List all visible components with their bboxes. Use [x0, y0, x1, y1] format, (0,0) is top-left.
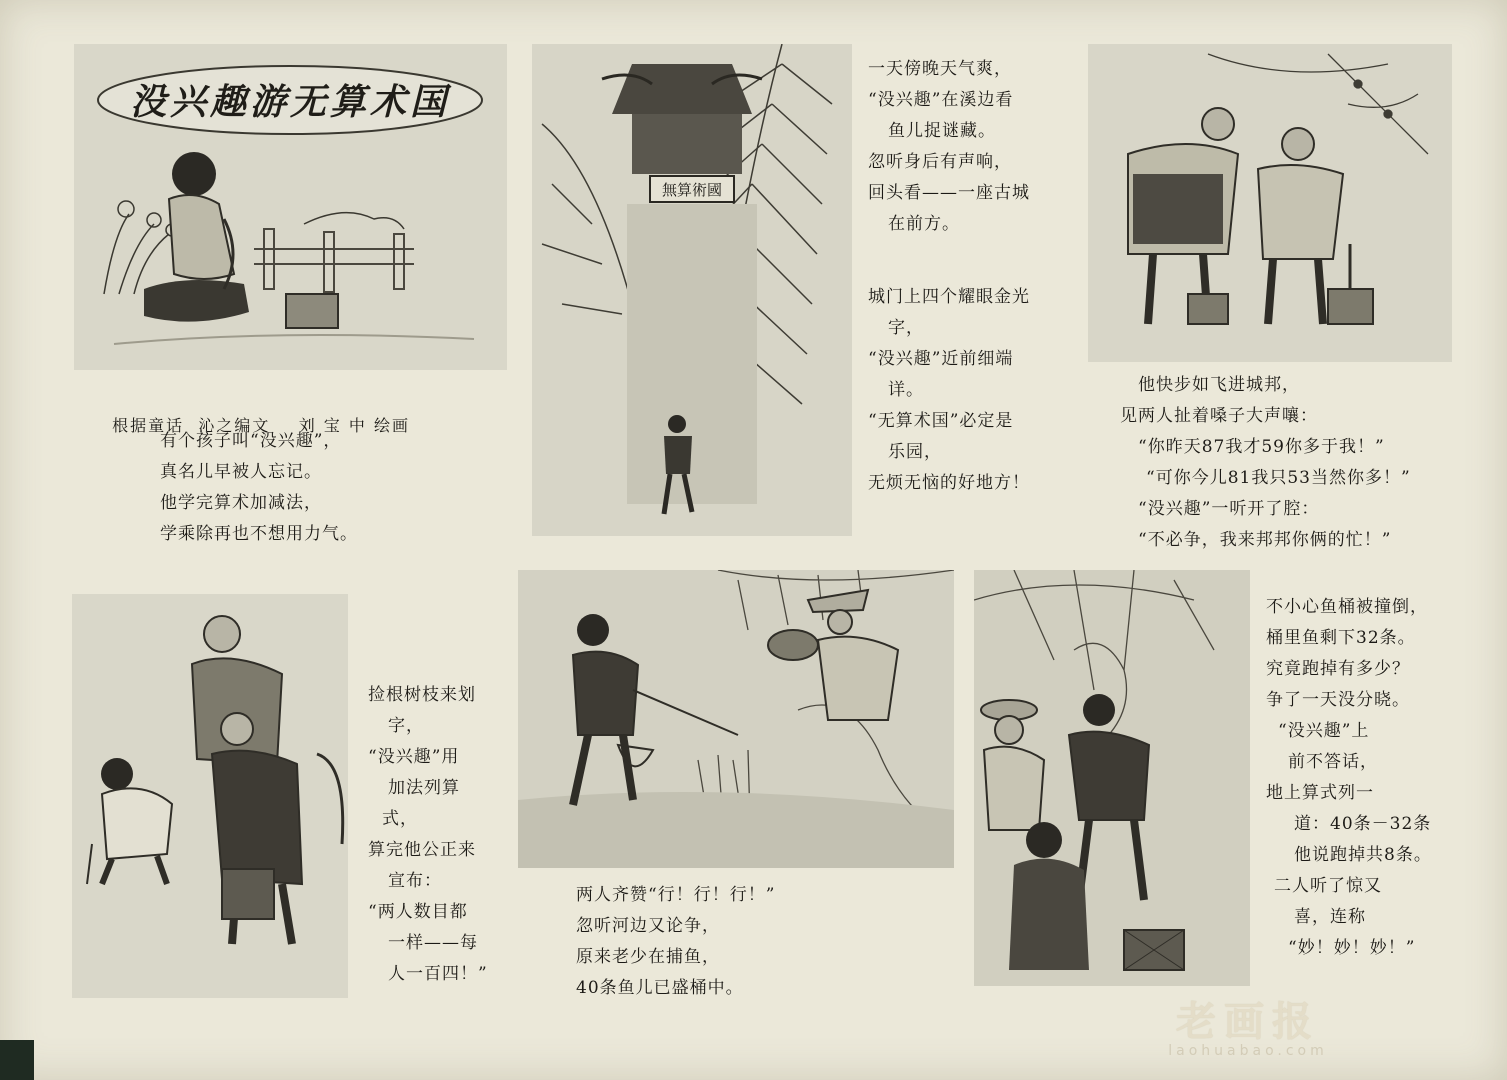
verse-line: 究竟跑掉有多少？ — [1266, 659, 1410, 679]
verse-line: 二人听了惊又 — [1274, 876, 1382, 896]
verse-line: 字， — [888, 318, 924, 338]
verse-line: 加法列算 — [388, 778, 460, 798]
verse-line: 式， — [382, 809, 418, 829]
verse-line: 真名儿早被人忘记。 — [160, 462, 322, 482]
verse-line: “妙！妙！妙！” — [1288, 938, 1416, 958]
verse-line: “没兴趣”用 — [368, 747, 460, 767]
verse-line: 算完他公正来 — [368, 840, 476, 860]
verse-line: 乐园， — [888, 442, 942, 462]
verse-line: 道：40条－32条 — [1294, 814, 1432, 834]
verse-line: 城门上四个耀眼金光 — [868, 287, 1030, 307]
verse-line: 争了一天没分晓。 — [1266, 690, 1410, 710]
verse-fishing — [576, 880, 775, 1004]
verse-line: 人一百四！” — [388, 964, 488, 984]
credit-role: 绘画 — [374, 416, 411, 435]
verse-intro — [160, 426, 358, 550]
verse-line: “没兴趣”近前细端 — [868, 349, 1014, 369]
verse-line: 见两人扯着嗓子大声嚷： — [1120, 406, 1318, 426]
verse-line: “没兴趣”上 — [1278, 721, 1370, 741]
verse-line: 前不答话， — [1288, 752, 1378, 772]
fish-bucket-drawing — [974, 570, 1250, 986]
verse-line: 宣布： — [388, 871, 442, 891]
credit-source: 根据童话 — [112, 416, 185, 435]
verse-line: 他快步如飞进城邦， — [1138, 375, 1300, 395]
verse-line: “没兴趣”在溪边看 — [868, 90, 1014, 110]
verse-line: 一样——每 — [388, 933, 478, 953]
verse-gate-a — [868, 54, 1030, 240]
city-gate-drawing — [532, 44, 852, 536]
fishing-drawing — [518, 570, 954, 868]
verse-line: 捡根树枝来划 — [368, 685, 476, 705]
binding-mark — [0, 1040, 34, 1080]
verse-line: 有个孩子叫“没兴趣”， — [160, 431, 342, 451]
verse-line: 40条鱼儿已盛桶中。 — [576, 978, 744, 998]
verse-line: 桶里鱼剩下32条。 — [1266, 628, 1416, 648]
verse-argument — [1120, 370, 1411, 556]
illustration-city-gate — [532, 44, 852, 536]
watermark-url: laohuabao.com — [1168, 1043, 1328, 1059]
illustration-two-men — [1088, 44, 1452, 362]
verse-line: 学乘除再也不想用力气。 — [160, 524, 358, 544]
verse-line: 原来老少在捕鱼， — [576, 947, 720, 967]
verse-writing — [368, 680, 488, 990]
verse-line: “无算术国”必定是 — [868, 411, 1014, 431]
verse-line: 字， — [388, 716, 424, 736]
verse-line: 无烦无恼的好地方！ — [868, 473, 1030, 493]
title-calligraphy: 没兴趣游无算术国 — [129, 81, 451, 123]
credit-adapter: 沁之编文 — [198, 416, 271, 435]
verse-bucket — [1266, 592, 1432, 964]
verse-line: 在前方。 — [888, 214, 960, 234]
illustration-boy-writing — [72, 594, 348, 998]
verse-line: 地上算式列一 — [1266, 783, 1374, 803]
watermark — [1128, 990, 1368, 1059]
verse-line: 不小心鱼桶被撞倒， — [1266, 597, 1428, 617]
verse-line: 鱼儿捉谜藏。 — [888, 121, 996, 141]
illustration-fishing — [518, 570, 954, 868]
verse-line: 两人齐赞“行！行！行！” — [576, 885, 776, 905]
verse-line: 忽听身后有声响， — [868, 152, 1012, 172]
verse-line: “两人数目都 — [368, 902, 468, 922]
verse-line: 喜，连称 — [1294, 907, 1366, 927]
verse-line: 忽听河边又论争， — [576, 916, 720, 936]
illustration-fish-bucket — [974, 570, 1250, 986]
verse-line: 一天傍晚天气爽， — [868, 59, 1012, 79]
verse-line: “不必争，我来邦邦你俩的忙！” — [1138, 530, 1392, 550]
illustration-title-boy — [74, 44, 507, 370]
watermark-logo: 老画报 — [1176, 999, 1320, 1045]
gate-sign: 無算術國 — [661, 181, 723, 199]
verse-line: 他学完算术加减法， — [160, 493, 322, 513]
verse-line: 回头看——一座古城 — [868, 183, 1030, 203]
verse-line: 他说跑掉共8条。 — [1294, 845, 1432, 865]
credit-artist: 刘 宝 中 — [298, 416, 367, 435]
boy-sitting-drawing — [74, 44, 507, 370]
verse-gate-b — [868, 282, 1030, 499]
verse-line: “可你今儿81我只53当然你多！” — [1146, 468, 1411, 488]
two-men-drawing — [1088, 44, 1452, 362]
verse-line: “没兴趣”一听开了腔： — [1138, 499, 1320, 519]
verse-line: “你昨天87我才59你多于我！” — [1138, 437, 1385, 457]
boy-writing-drawing — [72, 594, 348, 998]
verse-line: 详。 — [888, 380, 924, 400]
